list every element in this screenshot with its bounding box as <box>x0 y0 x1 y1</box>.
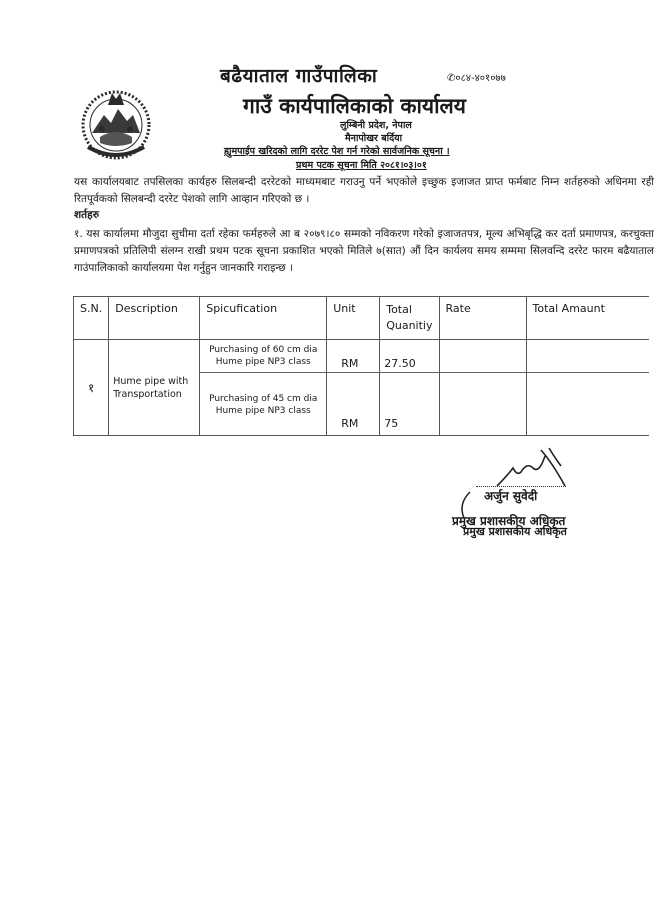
row-rate <box>439 340 526 436</box>
row-amount <box>526 340 649 436</box>
header-specification: Spicufication <box>200 297 327 340</box>
spec-60cm: Purchasing of 60 cm dia Hume pipe NP3 class <box>200 340 326 373</box>
signatory-name: अर्जुन सुवेदी <box>484 489 538 503</box>
conditions-heading: शर्तहरु <box>74 209 99 221</box>
bill-of-quantities-table <box>73 296 649 436</box>
first-publication-date: प्रथम पटक सूचना मिति २०८१।०३।०१ <box>296 160 427 171</box>
phone-number: ✆०८४-४०१०७७ <box>447 73 506 84</box>
header-rate: Rate <box>439 297 526 340</box>
intro-paragraph: यस कार्यालयबाट तपसिलका कार्यहरु सिलबन्दी दररेटको माध्यमबाट गराउनु पर्ने भएकोले इच्छुक इजाजत प्राप्त फर्मबाट निम्न शर्तहरुको अधिनमा रही रितपूर्वकको सिलबन्दी दररेट पेशको लागि आव्हान गरिएको छ । <box>74 176 654 205</box>
municipality-name: बढैयाताल गाउँपालिका <box>220 65 378 87</box>
row-units <box>327 340 380 436</box>
quantity-45cm: 75 <box>384 417 399 430</box>
table-header-row <box>74 297 649 340</box>
unit-45cm: RM <box>341 417 359 430</box>
row-sn: १ <box>74 340 109 436</box>
header-amount: Total Amaunt <box>526 297 649 340</box>
quantity-60cm: 27.50 <box>384 357 416 370</box>
notice-title: ह्युमपाईप खरिदको लागि दररेट पेश गर्न गरेको सार्वजनिक सूचना । <box>224 146 450 157</box>
office-name: गाउँ कार्यपालिकाको कार्यालय <box>243 94 466 118</box>
row-quantities <box>380 340 439 436</box>
province-address: लुम्बिनी प्रदेश, नेपाल <box>340 120 412 131</box>
spec-45cm: Purchasing of 45 cm dia Hume pipe NP3 class <box>209 394 318 416</box>
stamp-title: प्रमुख प्रशासकीय अधिकृत <box>463 525 567 538</box>
header-quantity: Total Quanitiy <box>380 297 439 340</box>
header-description: Description <box>109 297 200 340</box>
row-description: Hume pipe with Transportation <box>109 340 200 436</box>
signatory-title: प्रमुख प्रशासकीय अधिकृत <box>452 514 566 528</box>
nepal-emblem-logo <box>78 85 154 161</box>
row-specifications <box>200 340 327 436</box>
district-address: मैनापोखर बर्दिया <box>345 133 403 144</box>
condition-1: १. यस कार्यालमा मौजुदा सुचीमा दर्ता रहेका फर्महरुले आ ब २०७९।८० सम्मको नविकरण गरेको इजाजतपत्र, मूल्य अभिबृद्धि कर दर्ता प्रमाणपत्र, करचुक्ता प्रमाणपत्रको प्रतिलिपी संलग्न राखी प्रथम पटक सूचना प्रकाशित भएको मितिले ७(सात) औं दिन कार्यलय समय सम्ममा सिलवन्दि दररेट फारम बढैयाताल गाउंपालिकाको कार्यालयमा पेश गर्नुहुन जानकारि गराइन्छ । <box>74 228 654 274</box>
handwritten-signature <box>495 446 575 490</box>
table-row <box>74 340 649 436</box>
header-unit: Unit <box>327 297 380 340</box>
unit-60cm: RM <box>341 357 359 370</box>
header-sn: S.N. <box>74 297 109 340</box>
